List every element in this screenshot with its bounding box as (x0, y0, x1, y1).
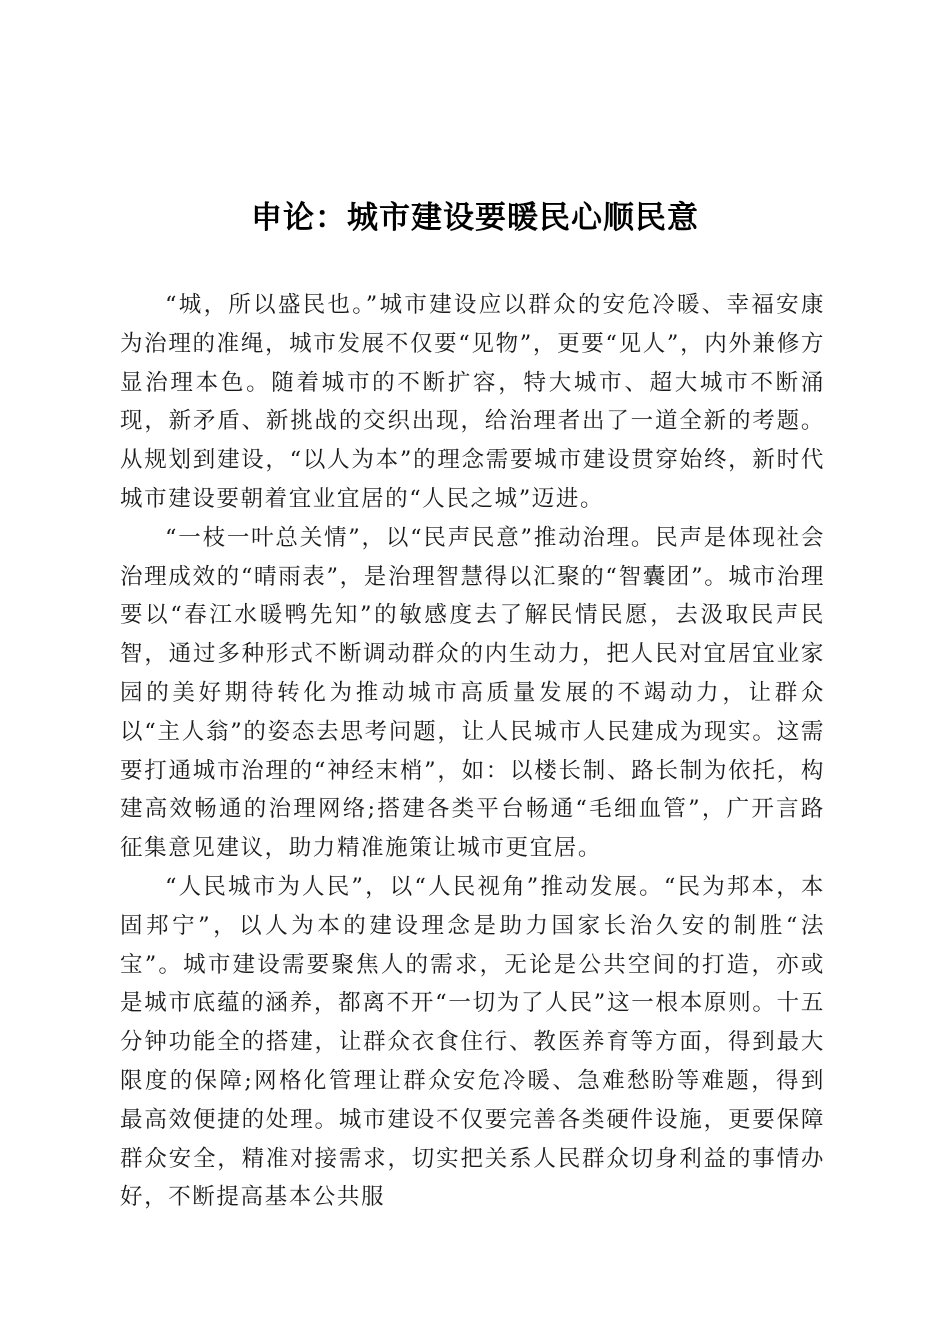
document-body (120, 286, 825, 1217)
paragraph-2: “一枝一叶总关情”，以“民声民意”推动治理。民声是体现社会治理成效的“晴雨表”，是治理智慧得以汇聚的“智囊团”。城市治理要以“春江水暖鸭先知”的敏感度去了解民情民愿，去汲取民声民智，通过多种形式不断调动群众的内生动力，把人民对宜居宜业家园的美好期待转化为推动城市高质量发展的不竭动力，让群众以“主人翁”的姿态去思考问题，让人民城市人民建成为现实。这需要打通城市治理的“神经末梢”，如：以楼长制、路长制为依托，构建高效畅通的治理网络;搭建各类平台畅通“毛细血管”，广开言路征集意见建议，助力精准施策让城市更宜居。 (120, 524, 825, 862)
paragraph-3: “人民城市为人民”，以“人民视角”推动发展。“民为邦本，本固邦宁”，以人为本的建设理念是助力国家长治久安的制胜“法宝”。城市建设需要聚焦人的需求，无论是公共空间的打造，亦或是城市底蕴的涵养，都离不开“一切为了人民”这一根本原则。十五分钟功能全的搭建，让群众衣食住行、教医养育等方面，得到最大限度的保障;网格化管理让群众安危冷暖、急难愁盼等难题，得到最高效便捷的处理。城市建设不仅要完善各类硬件设施，更要保障群众安全，精准对接需求，切实把关系人民群众切身利益的事情办好，不断提高基本公共服 (120, 873, 825, 1211)
document-title: 申论：城市建设要暖民心顺民意 (251, 200, 699, 236)
paragraph-1: “城，所以盛民也。”城市建设应以群众的安危冷暖、幸福安康为治理的准绳，城市发展不仅要“见物”，更要“见人”，内外兼修方显治理本色。随着城市的不断扩容，特大城市、超大城市不断涌现，新矛盾、新挑战的交织出现，给治理者出了一道全新的考题。从规划到建设，“以人为本”的理念需要城市建设贯穿始终，新时代城市建设要朝着宜业宜居的“人民之城”迈进。 (120, 292, 825, 512)
